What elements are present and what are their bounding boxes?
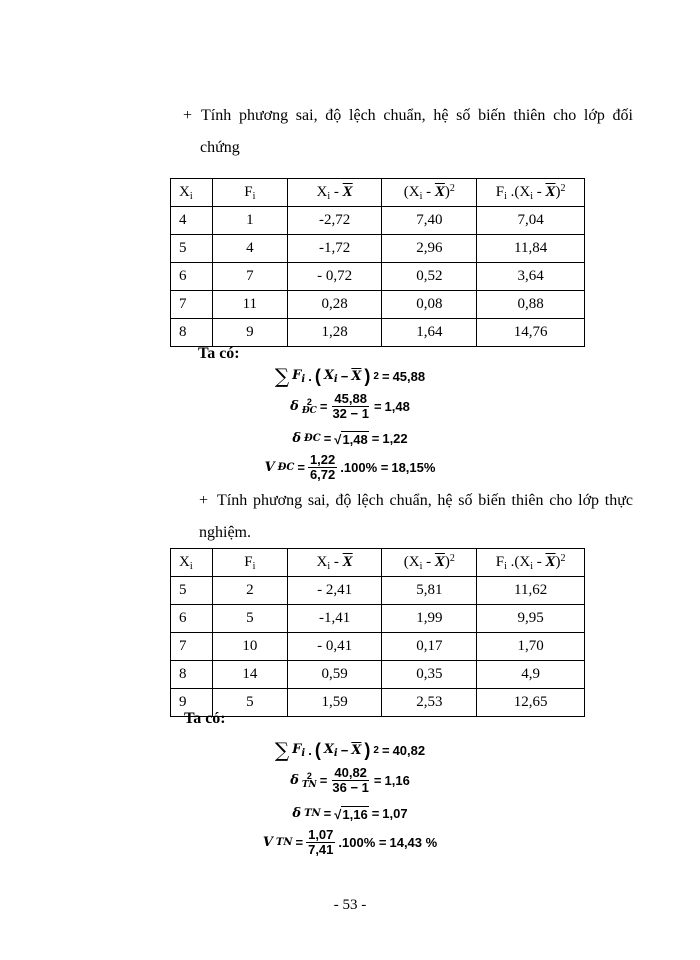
var-result-2: 1,16 [384,773,410,788]
cv-num-2: 1,07 [308,827,334,842]
cell: 9 [171,689,213,717]
var-result-1: 1,48 [384,399,410,414]
cell: 3,64 [477,263,585,291]
cell: 6 [171,605,213,633]
cell: 1,70 [477,633,585,661]
cell: 0,35 [382,661,477,689]
cv-sub-1: ĐC [277,462,295,473]
cell: 0,88 [477,291,585,319]
cell: 0,17 [382,633,477,661]
cell: 14,76 [477,319,585,347]
cell: 0,52 [382,263,477,291]
table-row [171,605,585,633]
table-control-class [170,178,585,347]
cell: 0,28 [287,291,382,319]
table-experimental-class [170,548,585,717]
cell: 0,59 [287,661,382,689]
cell: 9,95 [477,605,585,633]
cell: 14 [212,661,287,689]
header-deviation: $X_i - \overline{X}$ [287,179,382,207]
formula-variance-2: δ 2 TN = $\frac{40,82}{36 - 1}$ = 1,16 [290,765,410,795]
table-row [171,661,585,689]
page-number: - 53 - [333,897,367,913]
cv-result-1: 18,15% [391,460,436,475]
cell: 1 [212,207,287,235]
table-row [171,633,585,661]
cell: 7,40 [382,207,477,235]
formula-sum-2: ∑ $F_i$ . ( $X_i$ − $\overline{X}$ ) 2 = 40,82 [274,738,426,762]
header-fi: $F_i$ [212,549,287,577]
formula-sum-1: ∑ $F_i$ . ( $X_i$ − $\overline{X}$ ) 2 = 45,88 [274,364,426,388]
cell: 2,96 [382,235,477,263]
cell: 11,62 [477,577,585,605]
cell: 5,81 [382,577,477,605]
cell: 7 [171,291,213,319]
cell: 6 [171,263,213,291]
std-result-2: 1,07 [382,806,408,821]
cv-sub-2: TN [275,837,293,848]
cell: 8 [171,661,213,689]
bullet-plus: + [199,492,209,509]
cell: 5 [212,689,287,717]
cell: 1,64 [382,319,477,347]
cell: -1,41 [287,605,382,633]
var-num-1: 45,88 [334,391,367,406]
cell: -2,72 [287,207,382,235]
sum-value-1: 45,88 [392,368,426,384]
cell: - 0,72 [287,263,382,291]
cv-den-2: 7,41 [308,842,334,857]
formula-cv-1: V ĐC = $\frac{1,22}{6,72}$ .100% = 18,15% [264,452,436,482]
std-rad-1: 1,48 [342,431,368,447]
section2-line1: Tính phương sai, độ lệch chuẩn, hệ số biến thiên cho lớp thực [217,492,633,509]
formula-variance-1: δ 2 ĐC = $\frac{45,88}{32 - 1}$ = 1,48 [290,391,410,421]
cell: 7,04 [477,207,585,235]
ta-co-label-1: Ta có: [198,345,240,362]
section1-line2: chứng [200,139,240,156]
table-row [171,291,585,319]
var-den-1: 32 − 1 [332,406,369,421]
cell: 4 [171,207,213,235]
std-sub-2: TN [304,808,321,819]
formula-cv-2: V TN = $\frac{1,07}{7,41}$ .100% = 14,43 % [262,827,438,857]
cell: 11,84 [477,235,585,263]
std-result-1: 1,22 [382,431,408,446]
header-fi: $F_i$ [212,179,287,207]
table-row [171,689,585,717]
var-den-2: 36 − 1 [332,780,369,795]
cv-den-1: 6,72 [309,467,336,482]
header-weighted-squared: $F_i$ $.(X_i - \overline{X})^2$ [477,549,585,577]
cell: 5 [171,577,213,605]
cell: 10 [212,633,287,661]
header-deviation: $X_i - \overline{X}$ [287,549,382,577]
cell: 0,08 [382,291,477,319]
section1-line1: Tính phương sai, độ lệch chuẩn, hệ số biến thiên cho lớp đối [201,107,633,124]
cell: 8 [171,319,213,347]
cell: -1,72 [287,235,382,263]
section2-paragraph [199,485,633,549]
cell: 11 [212,291,287,319]
cell: 5 [171,235,213,263]
cv-result-2: 14,43 % [389,835,438,850]
bullet-plus: + [183,107,193,124]
cell: 2,53 [382,689,477,717]
cell: 1,28 [287,319,382,347]
cell: - 2,41 [287,577,382,605]
header-weighted-squared: $F_i$ $.(X_i - \overline{X})^2$ [477,179,585,207]
cv-num-1: 1,22 [309,452,336,467]
ta-co-label-2: Ta có: [184,710,226,727]
table-row [171,319,585,347]
cell: 7 [171,633,213,661]
std-rad-2: 1,16 [342,806,368,822]
cell: 12,65 [477,689,585,717]
table-header-row [171,179,585,207]
formula-stddev-1: δ ĐC = √ 1,48 = 1,22 [292,431,408,447]
table-row [171,235,585,263]
cell: 9 [212,319,287,347]
cell: 7 [212,263,287,291]
table-row [171,207,585,235]
section2-line2: nghiệm. [199,524,251,541]
cell: 4,9 [477,661,585,689]
cell: 1,99 [382,605,477,633]
cell: - 0,41 [287,633,382,661]
header-xi: $X_i$ [171,179,213,207]
var-sub-1: ĐC [301,405,317,416]
sum-value-2: 40,82 [392,742,426,758]
var-sub-2: TN [301,779,317,790]
var-num-2: 40,82 [334,765,367,780]
table-header-row [171,549,585,577]
header-squared-deviation: $(X_i - \overline{X})^2$ [382,179,477,207]
cell: 4 [212,235,287,263]
section1-paragraph [183,100,633,164]
cell: 2 [212,577,287,605]
table-row [171,263,585,291]
std-sub-1: ĐC [304,433,321,444]
header-squared-deviation: $(X_i - \overline{X})^2$ [382,549,477,577]
header-xi: $X_i$ [171,549,213,577]
cell: 5 [212,605,287,633]
table-row [171,577,585,605]
cell: 1,59 [287,689,382,717]
formula-stddev-2: δ TN = √ 1,16 = 1,07 [292,806,408,822]
